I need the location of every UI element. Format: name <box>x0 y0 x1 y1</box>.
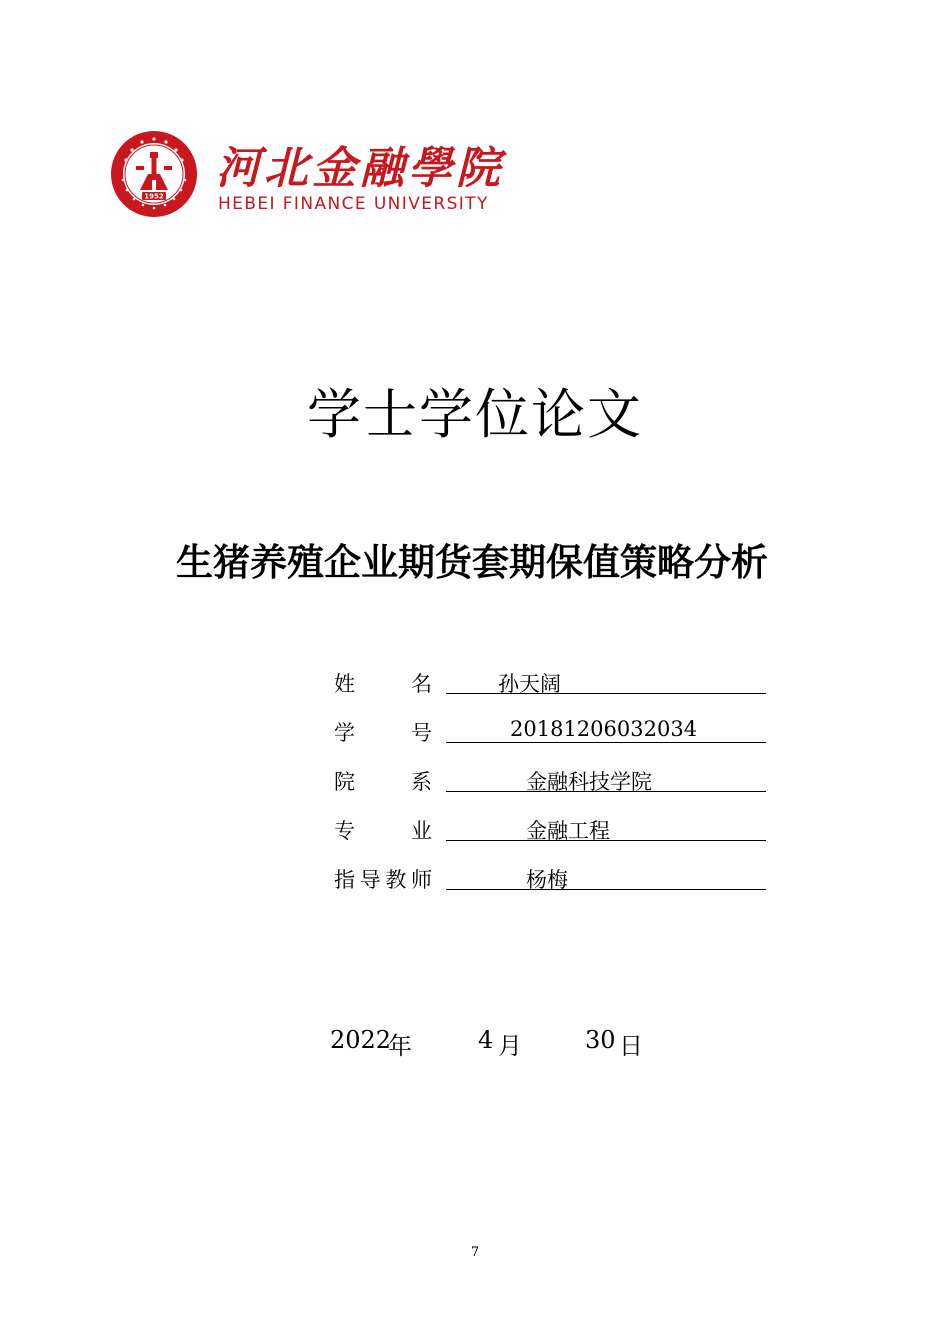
svg-text:1952: 1952 <box>144 192 164 201</box>
advisor: 杨梅 <box>526 868 568 892</box>
date-year-unit: 年 <box>388 1032 412 1060</box>
info-row-advisor <box>334 860 774 909</box>
date-year: 2022 <box>330 1026 392 1054</box>
date-month: 4 <box>478 1026 494 1054</box>
info-value-line <box>446 664 766 694</box>
info-value-line <box>446 713 766 743</box>
student-info-table <box>334 664 774 909</box>
university-name-en: HEBEI FINANCE UNIVERSITY <box>218 194 489 214</box>
info-label: 姓 名 <box>334 672 432 696</box>
thesis-title: 生猪养殖企业期货套期保值策略分析 <box>176 541 768 584</box>
university-logo <box>110 128 550 228</box>
student-name: 孙天阔 <box>498 672 561 696</box>
info-value-line <box>446 762 766 792</box>
info-value-line <box>446 811 766 841</box>
info-label: 院 系 <box>334 770 432 794</box>
university-name-cn: 河北金融學院 <box>216 143 504 194</box>
major: 金融工程 <box>526 819 610 843</box>
info-row-name <box>334 664 774 713</box>
info-row-major <box>334 811 774 860</box>
info-row-department <box>334 762 774 811</box>
date-month-unit: 月 <box>498 1032 522 1060</box>
university-seal-icon <box>110 130 198 218</box>
thesis-type-heading: 学士学位论文 <box>307 383 643 446</box>
department: 金融科技学院 <box>526 770 652 794</box>
info-value-line <box>446 860 766 890</box>
info-row-student-id <box>334 713 774 762</box>
info-label: 学 号 <box>334 721 432 745</box>
page-number: 7 <box>470 1245 480 1260</box>
info-label: 指 导 教 师 <box>334 868 432 892</box>
date-day-unit: 日 <box>619 1032 643 1060</box>
info-label: 专 业 <box>334 819 432 843</box>
student-id: 20181206032034 <box>510 717 698 741</box>
date-day: 30 <box>585 1026 616 1054</box>
